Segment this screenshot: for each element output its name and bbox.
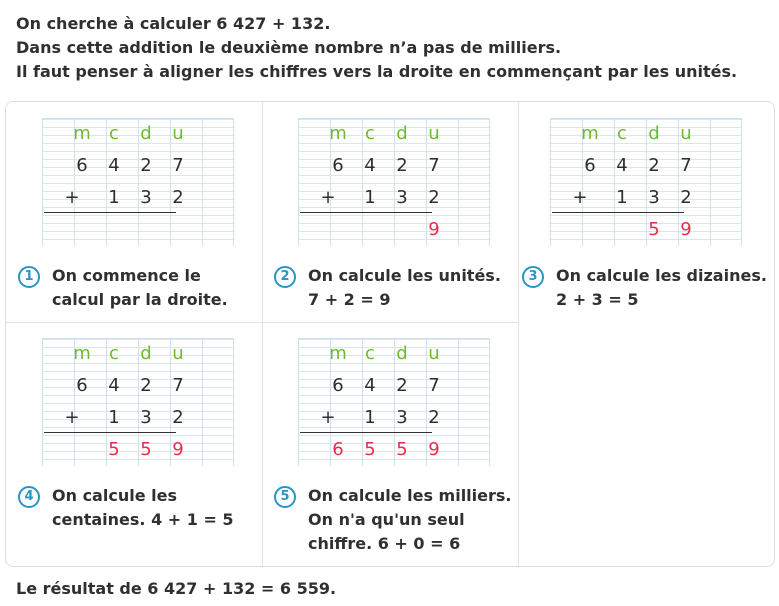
operand-digit: 3 xyxy=(396,187,408,208)
column-header: d xyxy=(648,123,660,144)
step-number-badge: 5 xyxy=(274,486,296,508)
step-explanation xyxy=(556,264,767,312)
result-digit: 5 xyxy=(396,439,408,460)
result-digit: 5 xyxy=(140,439,152,460)
result-digit: 9 xyxy=(428,219,440,240)
addition-line xyxy=(300,212,432,213)
operand-digit: 6 xyxy=(332,155,344,176)
column-header: m xyxy=(73,343,91,364)
addition-line xyxy=(44,432,176,433)
operand-digit: 4 xyxy=(364,375,376,396)
plus-sign: + xyxy=(320,407,336,428)
column-header: d xyxy=(396,123,408,144)
operand-digit: 3 xyxy=(140,407,152,428)
column-header: d xyxy=(140,123,152,144)
operand-digit: 2 xyxy=(680,187,692,208)
column-header: d xyxy=(140,343,152,364)
operand-digit: 2 xyxy=(140,375,152,396)
plus-sign: + xyxy=(64,407,80,428)
conclusion-text: Le résultat de 6 427 + 132 = 6 559. xyxy=(16,579,337,598)
intro-line-2: Dans cette addition le deuxième nombre n’a pas de milliers. xyxy=(16,38,562,57)
operand-digit: 6 xyxy=(584,155,596,176)
plus-sign: + xyxy=(64,187,80,208)
step-4 xyxy=(12,328,267,548)
operand-digit: 2 xyxy=(396,155,408,176)
column-header: m xyxy=(329,123,347,144)
operand-digit: 4 xyxy=(108,375,120,396)
operand-digit: 2 xyxy=(396,375,408,396)
explanation-line: On commence le xyxy=(52,266,201,285)
explanation-line: chiffre. 6 + 0 = 6 xyxy=(308,534,461,553)
step-2 xyxy=(268,108,523,328)
step-number-badge: 2 xyxy=(274,266,296,288)
step-5 xyxy=(268,328,523,553)
column-header: c xyxy=(365,343,375,364)
explanation-line: On calcule les xyxy=(52,486,177,505)
operand-digit: 4 xyxy=(616,155,628,176)
operand-digit: 1 xyxy=(616,187,628,208)
intro-text xyxy=(16,12,737,84)
column-header: c xyxy=(617,123,627,144)
addition-line xyxy=(552,212,684,213)
addition-line xyxy=(300,432,432,433)
step-explanation xyxy=(52,264,228,312)
step-explanation xyxy=(52,484,234,532)
operand-digit: 7 xyxy=(680,155,692,176)
result-digit: 5 xyxy=(108,439,120,460)
explanation-line: On calcule les milliers. xyxy=(308,486,512,505)
operand-digit: 7 xyxy=(428,155,440,176)
result-digit: 9 xyxy=(172,439,184,460)
operand-digit: 1 xyxy=(364,407,376,428)
column-header: u xyxy=(172,343,184,364)
step-number-badge: 1 xyxy=(18,266,40,288)
column-header: c xyxy=(109,343,119,364)
column-header: u xyxy=(428,343,440,364)
operand-digit: 2 xyxy=(140,155,152,176)
operand-digit: 6 xyxy=(76,155,88,176)
plus-sign: + xyxy=(572,187,588,208)
explanation-line: centaines. 4 + 1 = 5 xyxy=(52,510,234,529)
operand-digit: 3 xyxy=(396,407,408,428)
intro-line-1: On cherche à calculer 6 427 + 132. xyxy=(16,14,331,33)
column-header: m xyxy=(73,123,91,144)
operand-digit: 4 xyxy=(364,155,376,176)
addition-line xyxy=(44,212,176,213)
steps-board xyxy=(5,101,775,567)
explanation-line: calcul par la droite. xyxy=(52,290,228,309)
step-explanation xyxy=(308,484,512,556)
result-digit: 9 xyxy=(428,439,440,460)
column-header: d xyxy=(396,343,408,364)
operand-digit: 1 xyxy=(364,187,376,208)
operand-digit: 2 xyxy=(172,187,184,208)
operand-digit: 1 xyxy=(108,407,120,428)
column-header: u xyxy=(428,123,440,144)
result-digit: 6 xyxy=(332,439,344,460)
column-header: u xyxy=(680,123,692,144)
operand-digit: 2 xyxy=(172,407,184,428)
step-number-badge: 4 xyxy=(18,486,40,508)
explanation-line: On calcule les unités. xyxy=(308,266,501,285)
operand-digit: 7 xyxy=(172,375,184,396)
operand-digit: 3 xyxy=(648,187,660,208)
column-header: m xyxy=(329,343,347,364)
step-number-badge: 3 xyxy=(522,266,544,288)
intro-line-3: Il faut penser à aligner les chiffres vers la droite en commençant par les unités. xyxy=(16,62,738,81)
result-digit: 5 xyxy=(364,439,376,460)
operand-digit: 7 xyxy=(172,155,184,176)
explanation-line: On calcule les dizaines. xyxy=(556,266,767,285)
column-header: c xyxy=(109,123,119,144)
operand-digit: 2 xyxy=(648,155,660,176)
column-header: m xyxy=(581,123,599,144)
step-1 xyxy=(12,108,267,328)
operand-digit: 4 xyxy=(108,155,120,176)
operand-digit: 2 xyxy=(428,407,440,428)
operand-digit: 3 xyxy=(140,187,152,208)
operand-digit: 6 xyxy=(76,375,88,396)
plus-sign: + xyxy=(320,187,336,208)
column-header: u xyxy=(172,123,184,144)
explanation-line: 7 + 2 = 9 xyxy=(308,290,391,309)
operand-digit: 7 xyxy=(428,375,440,396)
step-3 xyxy=(520,108,775,328)
result-digit: 9 xyxy=(680,219,692,240)
result-digit: 5 xyxy=(648,219,660,240)
column-header: c xyxy=(365,123,375,144)
operand-digit: 1 xyxy=(108,187,120,208)
explanation-line: 2 + 3 = 5 xyxy=(556,290,639,309)
explanation-line: On n'a qu'un seul xyxy=(308,510,465,529)
operand-digit: 2 xyxy=(428,187,440,208)
operand-digit: 6 xyxy=(332,375,344,396)
step-explanation xyxy=(308,264,501,312)
